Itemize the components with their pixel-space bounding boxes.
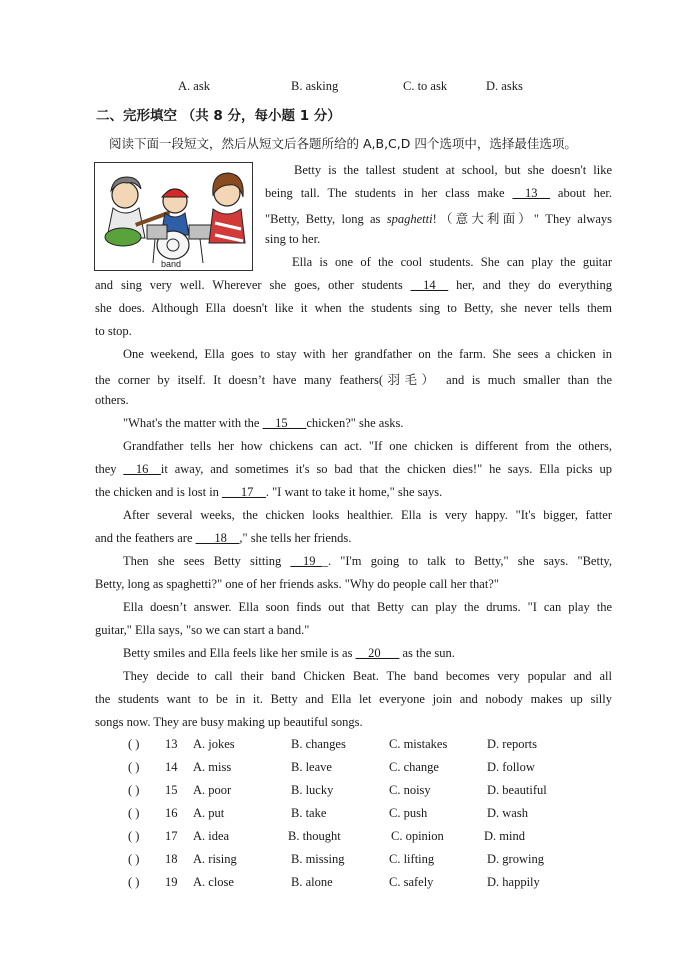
passage-line: they __16__it away, and sometimes it's so bad that the chicken dies!" he says. Ella picks up — [95, 462, 612, 476]
option-c[interactable]: C. change — [389, 760, 439, 774]
passage-line: Grandfather tells her how chickens can act. "If one chicken is different from the others, — [123, 439, 612, 453]
passage-line: "Betty, Betty, long as spaghetti!（意大利面）" They always — [265, 212, 612, 226]
option-a[interactable]: A. close — [193, 875, 234, 889]
answer-paren[interactable]: ( ) — [128, 737, 140, 751]
question-number: 13 — [165, 737, 178, 751]
passage-line: and sing very well. Wherever she goes, other students __14__ her, and they do everything — [95, 278, 613, 292]
option-b[interactable]: B. lucky — [291, 783, 334, 797]
option-a[interactable]: A. jokes — [193, 737, 235, 751]
passage-line: After several weeks, the chicken looks healthier. Ella is very happy. "It's bigger, fatter — [123, 508, 612, 522]
option-b[interactable]: B. thought — [288, 829, 341, 843]
passage-line: being tall. The students in her class make __13__ about her. — [265, 186, 612, 200]
option-a[interactable]: A. put — [193, 806, 225, 820]
passage-line: Ella is one of the cool students. She can play the guitar — [292, 255, 612, 269]
option-b[interactable]: B. leave — [291, 760, 332, 774]
blank-20[interactable]: __20___ — [355, 646, 400, 660]
option-d[interactable]: D. mind — [484, 829, 525, 843]
option-c[interactable]: C. safely — [389, 875, 434, 889]
option-d[interactable]: D. follow — [487, 760, 535, 774]
passage-line: the chicken and is lost in ___17__. "I want to take it home," she says. — [95, 485, 443, 499]
option-b[interactable]: B. alone — [291, 875, 333, 889]
passage-line: the corner by itself. It doesn’t have many feathers(羽毛） and is much smaller than the — [95, 373, 612, 387]
option-c[interactable]: C. push — [389, 806, 428, 820]
passage-line: One weekend, Ella goes to stay with her grandfather on the farm. She sees a chicken in — [123, 347, 612, 361]
blank-14[interactable]: __14__ — [410, 278, 449, 292]
passage-line: and the feathers are ___18__," she tells her friends. — [95, 531, 352, 545]
passage-line: Betty smiles and Ella feels like her smile is as __20___ as the sun. — [123, 646, 455, 660]
option-c[interactable]: C. lifting — [389, 852, 435, 866]
section-title: 二、完形填空 （共 8 分，每小题 1 分） — [96, 108, 341, 124]
passage-line: Ella doesn’t answer. Ella soon finds out that Betty can play the drums. "I can play the — [123, 600, 612, 614]
option-c: C. to ask — [403, 79, 448, 93]
option-d[interactable]: D. happily — [487, 875, 540, 889]
answer-paren[interactable]: ( ) — [128, 852, 140, 866]
option-d[interactable]: D. beautiful — [487, 783, 547, 797]
option-b: B. asking — [291, 79, 339, 93]
passage-line: sing to her. — [265, 232, 321, 246]
band-illustration — [94, 162, 253, 271]
passage-line: others. — [95, 393, 129, 407]
blank-18[interactable]: ___18__ — [195, 531, 240, 545]
option-c[interactable]: C. mistakes — [389, 737, 448, 751]
option-b[interactable]: B. take — [291, 806, 327, 820]
answer-paren[interactable]: ( ) — [128, 760, 140, 774]
passage-line: They decide to call their band Chicken Beat. The band becomes very popular and all — [123, 669, 612, 683]
option-a[interactable]: A. miss — [193, 760, 232, 774]
question-number: 17 — [165, 829, 178, 843]
section-instruction: 阅读下面一段短文，然后从短文后各题所给的 A,B,C,D 四个选项中，选择最佳选项。 — [109, 136, 577, 151]
option-d[interactable]: D. growing — [487, 852, 544, 866]
passage-line: she does. Although Ella doesn't like it when the students sing to Betty, she never tells them — [95, 301, 612, 315]
blank-13[interactable]: __13__ — [512, 186, 550, 200]
option-c[interactable]: C. opinion — [391, 829, 444, 843]
blank-17[interactable]: ___17__ — [222, 485, 266, 499]
question-number: 14 — [165, 760, 178, 774]
passage-line: Betty, long as spaghetti?" one of her friends asks. "Why do people call her that?" — [95, 577, 499, 591]
blank-15[interactable]: __15___ — [262, 416, 307, 430]
image-caption: band — [161, 259, 182, 269]
option-a: A. ask — [178, 79, 210, 93]
option-d: D. asks — [486, 79, 523, 93]
passage-line: guitar," Ella says, "so we can start a band." — [95, 623, 310, 637]
blank-16[interactable]: __16__ — [123, 462, 161, 476]
answer-paren[interactable]: ( ) — [128, 783, 140, 797]
passage-line: Then she sees Betty sitting __19__. "I'm going to talk to Betty," she says. "Betty, — [123, 554, 612, 568]
option-a[interactable]: A. idea — [193, 829, 230, 843]
passage-line: songs now. They are busy making up beautiful songs. — [95, 715, 363, 729]
question-number: 16 — [165, 806, 178, 820]
band-cartoon-icon — [95, 163, 252, 270]
question-number: 15 — [165, 783, 178, 797]
passage-line: the students want to be in it. Betty and Ella let everyone join and nobody makes up silly — [95, 692, 612, 706]
passage-line: to stop. — [95, 324, 132, 338]
answer-paren[interactable]: ( ) — [128, 829, 140, 843]
blank-19[interactable]: __19_ — [290, 554, 322, 568]
option-a[interactable]: A. rising — [193, 852, 237, 866]
option-d[interactable]: D. reports — [487, 737, 537, 751]
question-number: 19 — [165, 875, 178, 889]
answer-paren[interactable]: ( ) — [128, 806, 140, 820]
option-d[interactable]: D. wash — [487, 806, 528, 820]
question-number: 18 — [165, 852, 178, 866]
option-b[interactable]: B. changes — [291, 737, 346, 751]
option-b[interactable]: B. missing — [291, 852, 345, 866]
passage-line: "What's the matter with the __15___chicken?" she asks. — [123, 416, 404, 430]
option-a[interactable]: A. poor — [193, 783, 232, 797]
answer-paren[interactable]: ( ) — [128, 875, 140, 889]
option-c[interactable]: C. noisy — [389, 783, 431, 797]
passage-line: Betty is the tallest student at school, but she doesn't like — [294, 163, 612, 177]
